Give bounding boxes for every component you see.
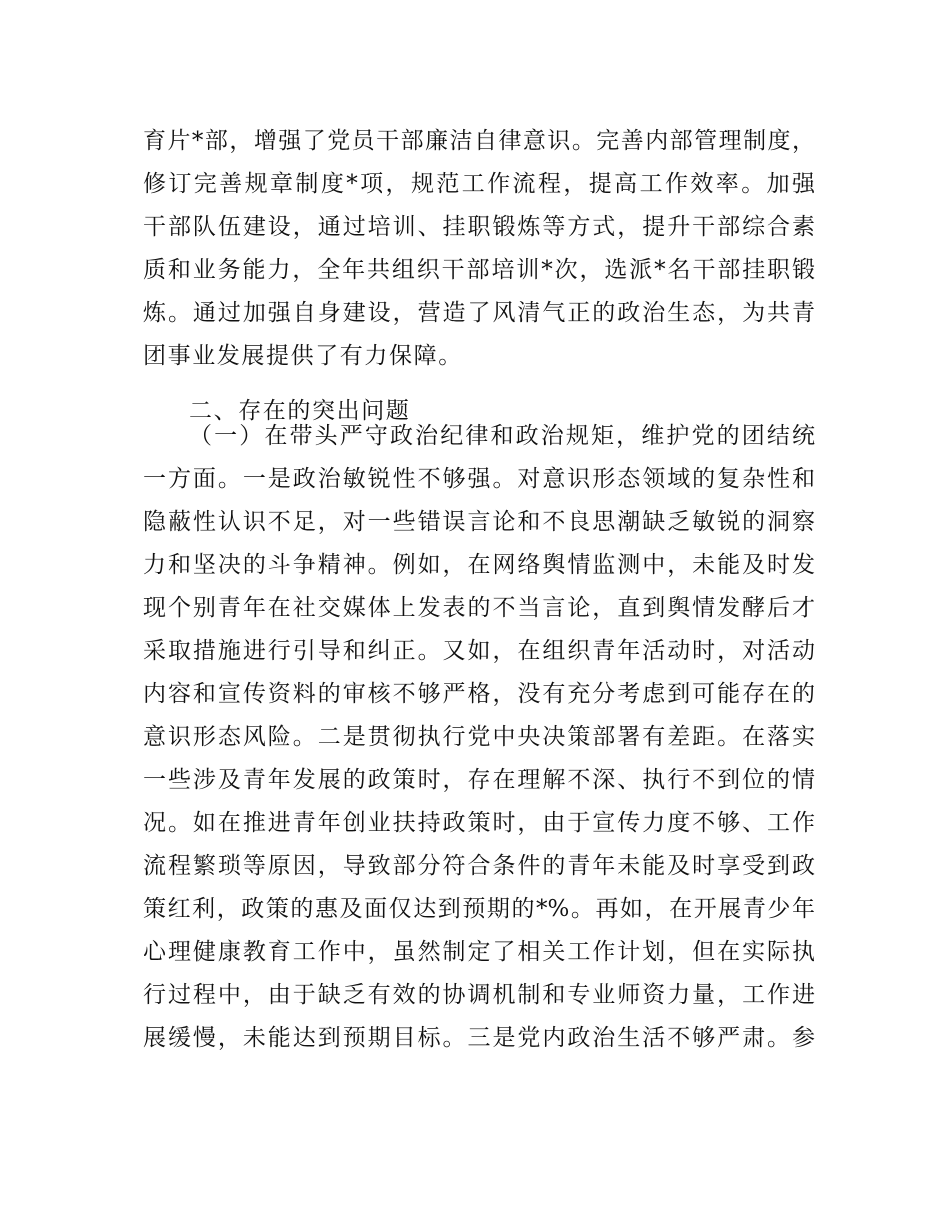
body-line-21: 行过程中，由于缺乏有效的协调机制和专业师资力量，工作进 — [143, 982, 815, 1008]
section-heading: 二、存在的突出问题 — [189, 398, 411, 424]
body-line-12: 现个别青年在社交媒体上发表的不当言论，直到舆情发酵后才 — [143, 595, 815, 621]
body-line-19: 策红利，政策的惠及面仅达到预期的*%。再如，在开展青少年 — [143, 896, 815, 922]
body-line-16: 一些涉及青年发展的政策时，存在理解不深、执行不到位的情 — [143, 767, 815, 793]
body-line-9: 一方面。一是政治敏锐性不够强。对意识形态领域的复杂性和 — [143, 466, 815, 492]
body-line-14: 内容和宣传资料的审核不够严格，没有充分考虑到可能存在的 — [143, 681, 815, 707]
body-line-17: 况。如在推进青年创业扶持政策时，由于宣传力度不够、工作 — [143, 810, 815, 836]
body-line-13: 采取措施进行引导和纠正。又如，在组织青年活动时，对活动 — [143, 638, 815, 664]
body-line-1: 育片*部，增强了党员干部廉洁自律意识。完善内部管理制度， — [143, 128, 815, 154]
body-line-18: 流程繁琐等原因，导致部分符合条件的青年未能及时享受到政 — [143, 853, 815, 879]
body-line-22: 展缓慢，未能达到预期目标。三是党内政治生活不够严肃。参 — [143, 1025, 815, 1051]
body-line-11: 力和坚决的斗争精神。例如，在网络舆情监测中，未能及时发 — [143, 552, 815, 578]
body-line-2: 修订完善规章制度*项，规范工作流程，提高工作效率。加强 — [143, 171, 815, 197]
body-line-4: 质和业务能力，全年共组织干部培训*次，选派*名干部挂职锻 — [143, 257, 815, 283]
body-line-3: 干部队伍建设，通过培训、挂职锻炼等方式，提升干部综合素 — [143, 214, 815, 240]
body-line-6: 团事业发展提供了有力保障。 — [143, 343, 463, 369]
body-line-15: 意识形态风险。二是贯彻执行党中央决策部署有差距。在落实 — [143, 724, 815, 750]
body-line-8: （一）在带头严守政治纪律和政治规矩，维护党的团结统 — [189, 423, 815, 449]
body-line-20: 心理健康教育工作中，虽然制定了相关工作计划，但在实际执 — [143, 939, 815, 965]
body-line-10: 隐蔽性认识不足，对一些错误言论和不良思潮缺乏敏锐的洞察 — [143, 509, 815, 535]
body-line-5: 炼。通过加强自身建设，营造了风清气正的政治生态，为共青 — [143, 300, 815, 326]
